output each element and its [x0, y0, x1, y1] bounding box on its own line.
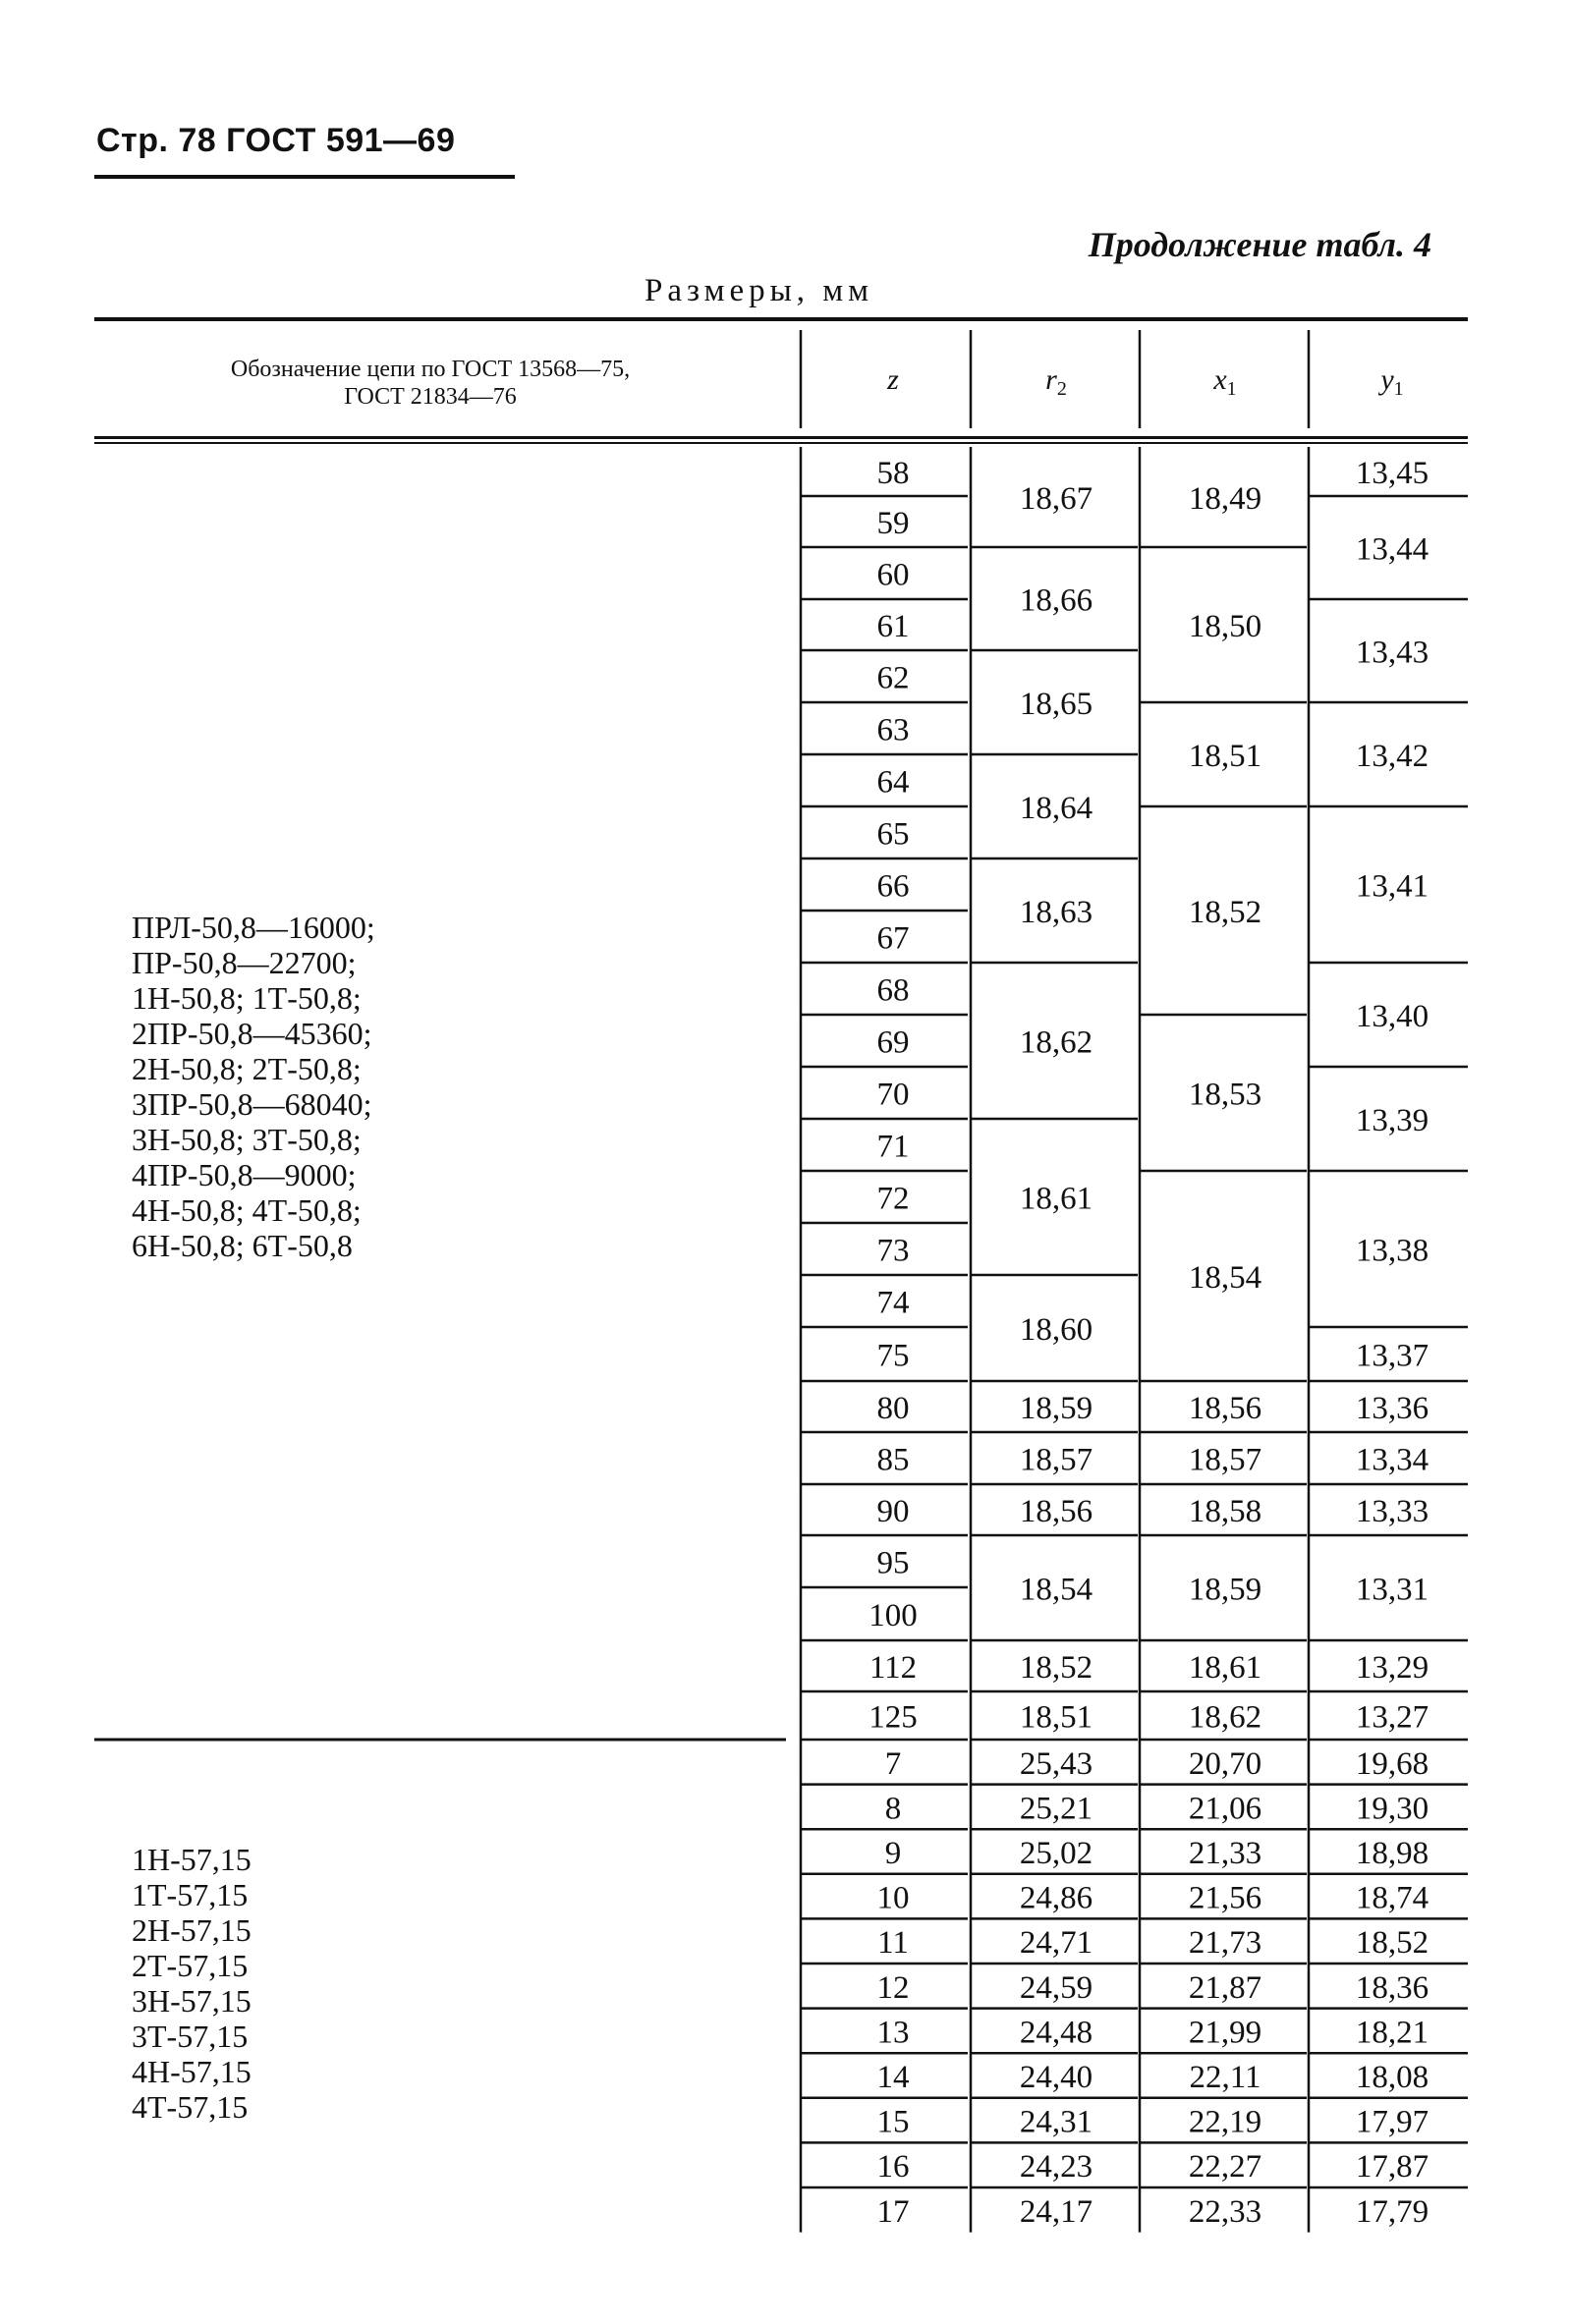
r2-cell: 18,65: [1019, 687, 1093, 722]
y1-cell: 13,44: [1355, 531, 1429, 568]
chain-designation: 1Н-50,8; 1Т-50,8;: [132, 980, 362, 1016]
r2-cell: 18,51: [1019, 1699, 1093, 1736]
y1-cell: 13,42: [1355, 739, 1429, 774]
z-cell: 73: [876, 1233, 910, 1269]
r2-cell: 24,86: [1019, 1880, 1093, 1916]
x1-cell: 22,19: [1188, 2104, 1262, 2140]
chain-designation: 4Т-57,15: [132, 2089, 249, 2125]
units-caption: Размеры, мм: [644, 273, 874, 308]
r2-cell: 18,64: [1019, 791, 1093, 826]
x1-cell: 18,56: [1188, 1391, 1262, 1426]
chain-designation: 3ПР-50,8—68040;: [132, 1086, 372, 1122]
chain-designation: 2ПР-50,8—45360;: [132, 1016, 372, 1051]
z-cell: 71: [876, 1129, 910, 1165]
z-cell: 72: [876, 1181, 910, 1217]
y1-header-subscript: 1: [1393, 378, 1404, 400]
r2-header-subscript: 2: [1056, 378, 1067, 400]
y1-cell: 13,45: [1355, 456, 1429, 491]
y1-cell: 13,37: [1355, 1338, 1429, 1374]
z-cell: 14: [876, 2060, 910, 2095]
z-cell: 59: [876, 506, 910, 541]
header-bottom-rule: [94, 436, 1468, 439]
z-cell: 75: [876, 1338, 910, 1374]
z-cell: 8: [884, 1791, 902, 1827]
x1-cell: 18,50: [1188, 609, 1262, 644]
z-cell: 112: [869, 1650, 918, 1686]
r2-cell: 24,31: [1019, 2104, 1093, 2140]
x1-cell: 21,99: [1188, 2015, 1262, 2051]
chain-designation: 4Н-57,15: [132, 2054, 252, 2089]
z-cell: 12: [876, 1969, 910, 2006]
designation-header-line1: Обозначение цепи по ГОСТ 13568—75,: [230, 357, 631, 382]
y1-cell: 13,39: [1355, 1103, 1429, 1138]
y1-cell: 13,34: [1355, 1442, 1429, 1478]
r2-cell: 18,52: [1019, 1650, 1093, 1686]
table-body: [94, 330, 1468, 2233]
x1-cell: 18,59: [1188, 1572, 1262, 1608]
r2-cell: 18,56: [1019, 1494, 1093, 1529]
z-cell: 125: [869, 1699, 918, 1736]
z-cell: 70: [876, 1077, 910, 1113]
z-cell: 58: [876, 456, 910, 491]
y1-cell: 13,31: [1355, 1572, 1429, 1608]
y1-cell: 13,33: [1355, 1494, 1429, 1529]
r2-cell: 24,40: [1019, 2060, 1093, 2095]
page-header: Стр. 78 ГОСТ 591—69: [96, 122, 456, 159]
chain-designation: ПРЛ-50,8—16000;: [132, 910, 375, 945]
x1-cell: 18,62: [1188, 1699, 1262, 1736]
r2-cell: 25,43: [1019, 1745, 1093, 1782]
z-cell: 9: [884, 1836, 902, 1871]
y1-cell: 18,21: [1355, 2015, 1429, 2051]
r2-cell: 24,59: [1019, 1969, 1093, 2006]
y1-cell: 13,29: [1355, 1650, 1429, 1686]
chain-designation: 1Т-57,15: [132, 1877, 249, 1912]
z-cell: 95: [876, 1545, 910, 1581]
z-cell: 69: [876, 1024, 910, 1061]
x1-header: [1212, 363, 1236, 400]
r2-cell: 18,63: [1019, 895, 1093, 930]
y1-header-symbol: y: [1380, 363, 1394, 396]
z-cell: 66: [876, 868, 910, 905]
x1-cell: 18,49: [1188, 481, 1262, 517]
y1-cell: 18,74: [1355, 1880, 1429, 1916]
x1-header-subscript: 1: [1226, 378, 1237, 400]
z-cell: 64: [876, 764, 910, 801]
z-cell: 90: [876, 1494, 910, 1529]
z-cell: 10: [876, 1880, 910, 1916]
x1-cell: 18,57: [1188, 1442, 1262, 1478]
r2-cell: 18,62: [1019, 1024, 1093, 1061]
z-cell: 80: [876, 1391, 910, 1426]
chain-designation: 6Н-50,8; 6Т-50,8: [132, 1228, 353, 1263]
r2-cell: 18,66: [1019, 582, 1093, 619]
y1-cell: 13,40: [1355, 999, 1429, 1034]
header-bottom-rule-2: [94, 442, 1468, 444]
x1-cell: 18,54: [1188, 1260, 1262, 1296]
x1-cell: 18,53: [1188, 1077, 1262, 1113]
x1-cell: 18,51: [1188, 739, 1262, 774]
z-cell: 13: [876, 2015, 910, 2051]
x1-cell: 18,61: [1188, 1650, 1262, 1686]
chain-designation: ПР-50,8—22700;: [132, 945, 357, 980]
z-header: z: [887, 363, 899, 396]
table-continuation-label: Продолжение табл. 4: [1088, 225, 1431, 264]
r2-cell: 24,71: [1019, 1925, 1093, 1962]
chain-designation: 4ПР-50,8—9000;: [132, 1157, 357, 1192]
r2-cell: 25,02: [1019, 1836, 1093, 1871]
r2-cell: 18,54: [1019, 1572, 1093, 1608]
chain-designation: 2Т-57,15: [132, 1948, 249, 1983]
z-cell: 17: [876, 2193, 910, 2230]
x1-cell: 21,06: [1188, 1791, 1262, 1827]
y1-cell: 18,52: [1355, 1925, 1429, 1962]
z-cell: 16: [876, 2149, 910, 2186]
r2-cell: 25,21: [1019, 1791, 1093, 1827]
x1-cell: 21,33: [1188, 1836, 1262, 1871]
z-cell: 7: [884, 1745, 902, 1782]
y1-header: [1377, 363, 1403, 400]
chain-designation: 3Н-57,15: [132, 1983, 252, 2019]
z-cell: 85: [876, 1442, 910, 1478]
z-cell: 61: [876, 609, 910, 644]
chain-designation: 1Н-57,15: [132, 1842, 252, 1877]
x1-cell: 22,33: [1188, 2193, 1262, 2230]
r2-header-symbol: r: [1045, 363, 1057, 396]
x1-header-symbol: x: [1213, 363, 1227, 396]
r2-cell: 18,60: [1019, 1312, 1093, 1348]
y1-cell: 13,38: [1355, 1233, 1429, 1269]
chain-designation: 4Н-50,8; 4Т-50,8;: [132, 1192, 362, 1228]
x1-cell: 21,56: [1188, 1880, 1262, 1916]
z-cell: 63: [876, 712, 910, 748]
x1-cell: 21,87: [1188, 1969, 1262, 2006]
z-cell: 67: [876, 920, 910, 957]
y1-cell: 19,68: [1355, 1745, 1429, 1782]
z-cell: 68: [876, 972, 910, 1009]
y1-cell: 17,79: [1355, 2193, 1429, 2230]
r2-cell: 18,57: [1019, 1442, 1093, 1478]
z-cell: 100: [869, 1598, 918, 1633]
r2-cell: 24,48: [1019, 2015, 1093, 2051]
z-cell: 60: [876, 557, 910, 593]
x1-cell: 20,70: [1188, 1745, 1262, 1782]
chain-designation: 2Н-57,15: [132, 1912, 252, 1948]
y1-cell: 13,36: [1355, 1391, 1429, 1426]
y1-cell: 17,97: [1355, 2104, 1429, 2140]
r2-cell: 18,67: [1019, 481, 1093, 517]
y1-cell: 18,98: [1355, 1836, 1429, 1871]
designation-header-line2: ГОСТ 21834—76: [344, 384, 517, 410]
chain-designation: 2Н-50,8; 2Т-50,8;: [132, 1051, 362, 1086]
x1-cell: 22,27: [1188, 2149, 1262, 2186]
table-top-rule: [94, 317, 1468, 321]
z-cell: 65: [876, 816, 910, 853]
x1-cell: 21,73: [1188, 1925, 1262, 1962]
y1-cell: 18,36: [1355, 1969, 1429, 2006]
x1-cell: 22,11: [1189, 2060, 1261, 2095]
z-cell: 62: [876, 660, 910, 696]
z-cell: 11: [877, 1925, 909, 1962]
r2-cell: 24,23: [1019, 2149, 1093, 2186]
y1-cell: 13,27: [1355, 1699, 1429, 1736]
chain-designation: 3Н-50,8; 3Т-50,8;: [132, 1122, 362, 1157]
r2-cell: 24,17: [1019, 2193, 1093, 2230]
r2-header: [1045, 363, 1067, 400]
y1-cell: 18,08: [1355, 2060, 1429, 2095]
r2-cell: 18,59: [1019, 1391, 1093, 1426]
x1-cell: 18,58: [1188, 1494, 1262, 1529]
r2-cell: 18,61: [1019, 1181, 1093, 1217]
y1-cell: 13,43: [1355, 635, 1429, 671]
y1-cell: 17,87: [1355, 2149, 1429, 2186]
x1-cell: 18,52: [1188, 895, 1262, 930]
y1-cell: 13,41: [1355, 868, 1429, 905]
z-cell: 15: [876, 2104, 910, 2140]
z-cell: 74: [876, 1285, 910, 1321]
chain-designation: 3Т-57,15: [132, 2019, 249, 2054]
y1-cell: 19,30: [1355, 1791, 1429, 1827]
